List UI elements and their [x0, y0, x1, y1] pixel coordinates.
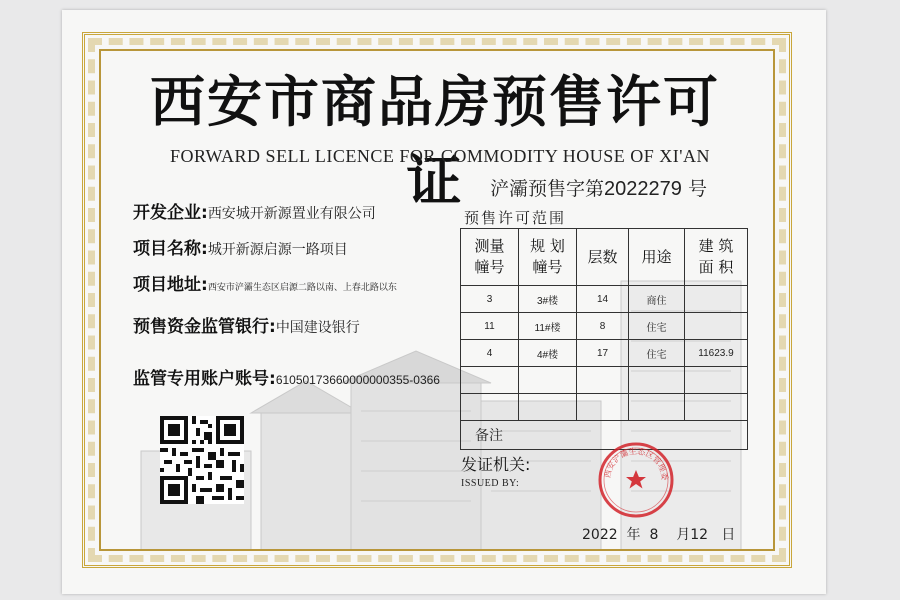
table-cell	[685, 367, 748, 394]
project-address-field	[133, 270, 397, 295]
permit-prefix: 浐灞	[490, 178, 529, 200]
table-cell: 3#楼	[519, 286, 577, 313]
scope-title: 预售许可范围	[464, 209, 567, 227]
table-cell: 11	[461, 313, 519, 340]
account-label: 监管专用账户账号:	[133, 369, 276, 389]
table-cell	[519, 367, 577, 394]
table-cell	[629, 367, 685, 394]
permit-mid: 预售字第	[528, 178, 605, 200]
date-month-unit: 月	[676, 527, 691, 543]
table-cell: 11623.9	[685, 340, 748, 367]
certificate-subtitle-en: FORWARD SELL LICENCE FOR COMMODITY HOUSE OF XI'AN	[170, 146, 710, 166]
issue-date	[582, 524, 735, 544]
date-year-unit: 年	[626, 527, 641, 543]
issuer-label-en: ISSUED BY:	[461, 478, 520, 489]
table-cell	[519, 394, 577, 421]
table-row	[461, 340, 748, 367]
table-row	[461, 367, 748, 394]
table-cell: 商住	[629, 286, 685, 313]
table-cell	[685, 286, 748, 313]
date-day: 12	[690, 527, 709, 543]
header-floors: 层数	[577, 229, 629, 286]
bank-label: 预售资金监管银行:	[133, 317, 276, 337]
table-cell	[629, 394, 685, 421]
official-seal	[596, 440, 676, 520]
table-cell	[685, 394, 748, 421]
remark-label: 备注	[461, 421, 519, 450]
project-address-value: 西安市浐灞生态区启源二路以南、上春北路以东	[207, 283, 397, 293]
date-month: 8	[649, 527, 659, 543]
permit-number-line	[490, 174, 707, 201]
certificate-title: 西安市商品房预售许可证	[149, 70, 720, 213]
table-cell: 8	[577, 313, 629, 340]
permit-suffix: 号	[687, 178, 707, 200]
bank-field	[133, 312, 360, 337]
table-cell: 17	[577, 340, 629, 367]
table-row	[461, 286, 748, 313]
scope-table	[460, 228, 748, 450]
permit-number: 2022279	[604, 178, 682, 200]
project-address-label: 项目地址:	[133, 275, 208, 295]
table-cell	[461, 394, 519, 421]
table-cell	[685, 313, 748, 340]
account-value: 61050173660000000355-0366	[275, 373, 440, 387]
table-cell	[577, 367, 629, 394]
date-day-unit: 日	[721, 527, 736, 543]
issuer-label: 发证机关:	[461, 455, 531, 474]
header-survey-building-no: 测量 幢号	[461, 229, 519, 286]
project-name-label: 项目名称:	[133, 239, 208, 259]
table-row	[461, 394, 748, 421]
table-cell: 住宅	[629, 313, 685, 340]
developer-label: 开发企业:	[133, 203, 208, 223]
account-field	[133, 364, 440, 389]
table-cell: 11#楼	[519, 313, 577, 340]
table-cell	[577, 394, 629, 421]
project-name-field	[133, 234, 348, 259]
header-planned-building-no: 规 划 幢号	[519, 229, 577, 286]
table-cell: 14	[577, 286, 629, 313]
table-cell: 4	[461, 340, 519, 367]
header-usage: 用途	[629, 229, 685, 286]
table-cell: 4#楼	[519, 340, 577, 367]
scope-header-row	[461, 229, 748, 286]
table-cell: 住宅	[629, 340, 685, 367]
table-row	[461, 313, 748, 340]
seal-text: 西安浐灞生态区管理委	[602, 446, 670, 481]
bank-value: 中国建设银行	[275, 320, 360, 336]
developer-value: 西安城开新源置业有限公司	[207, 206, 376, 222]
table-cell	[461, 367, 519, 394]
developer-field	[133, 198, 376, 223]
header-floor-area: 建 筑 面 积	[685, 229, 748, 286]
qr-code	[160, 416, 244, 504]
date-year: 2022	[582, 527, 618, 543]
project-name-value: 城开新源启源一路项目	[207, 242, 348, 258]
table-cell: 3	[461, 286, 519, 313]
